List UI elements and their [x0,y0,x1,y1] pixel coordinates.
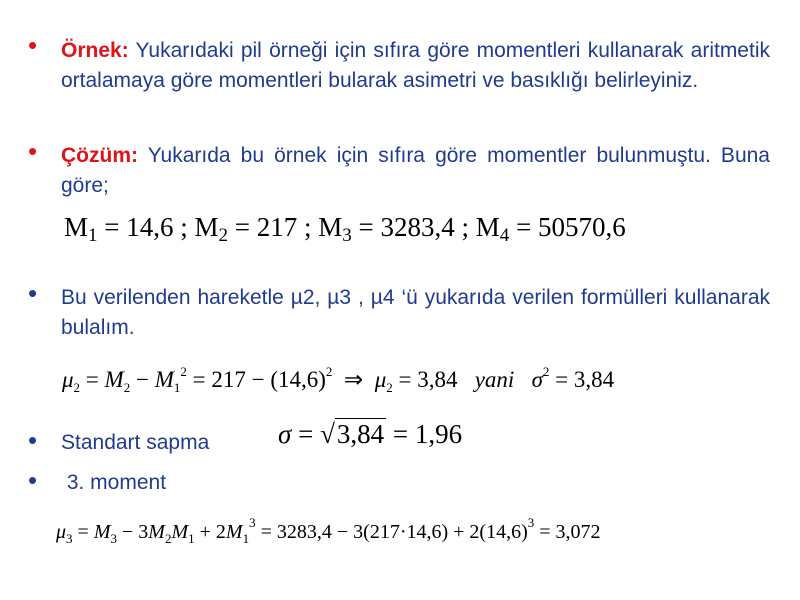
m2-value: 217 [256,212,298,242]
bullet-icon [28,474,40,486]
derivation-text: Bu verilenden hareketle µ2, µ3 , µ4 ‘ü yukarıda verilen formülleri kullanarak bulalım. [61,286,770,339]
mu2-result: 3,84 [417,367,458,392]
yani-word: yani [474,367,515,392]
mu3-m2-value: 217 [369,521,400,543]
bullet-icon [28,434,40,446]
example-label: Örnek: [61,39,129,62]
bullet-icon [28,145,40,157]
m3-value: 3283,4 [380,212,455,242]
example-text: Yukarıdaki pil örneği için sıfıra göre momentleri kullanarak aritmetik ortalamaya göre momentleri bularak asimetri ve basıklığı belirleyiniz. [61,39,770,92]
std-dev-result: 1,96 [414,419,463,449]
derivation-paragraph [61,283,770,342]
mu3-m1-value: 14,6 [406,521,442,543]
solution-text: Yukarıda bu örnek için sıfıra göre momentler bulunmuştu. Buna göre; [61,144,770,197]
std-dev-equation: σ = √3,84 = 1,96 [278,419,463,449]
variance-result: 3,84 [573,367,615,392]
mu3-m3-value: 3283,4 [276,521,332,543]
mu3-result: 3,072 [555,521,601,543]
mu3-equation: $\mu_3 = M_3 - 3M_2M_1 + 2M_1^3 = 3283,4 - 3(217\cdot 14,6) + 2(14,6)^3 = 3,072$ [56,515,601,546]
m4-value: 50570,6 [538,212,626,242]
solution-label: Çözüm: [61,144,138,167]
mu2-m1-value: 14,6 [277,367,319,392]
sqrt-value: 3,84 [336,419,385,449]
mu2-equation: $\mu_2 = M_2 - M_1^2 = 217 - (14,6)^2$ ⇒ $\mu_2 = 3,84$ yani $\sigma^2 = 3,84$ [62,364,615,395]
moments-equation: $M_1 = 14,6$ ; $M_2 = 217$ ; $M_3 = 3283,4$ ; $M_4 = 50570,6$ [64,212,626,246]
third-moment-label: 3. moment [61,471,167,494]
std-dev-label: Standart sapma [61,431,210,454]
bullet-icon [28,287,40,299]
mu2-m2-value: 217 [211,367,246,392]
mu3-m1-cubed-value: 14,6 [486,521,522,543]
bullet-icon [28,39,40,51]
example-paragraph [61,36,770,95]
solution-paragraph [61,141,770,200]
m1-value: 14,6 [126,212,174,242]
